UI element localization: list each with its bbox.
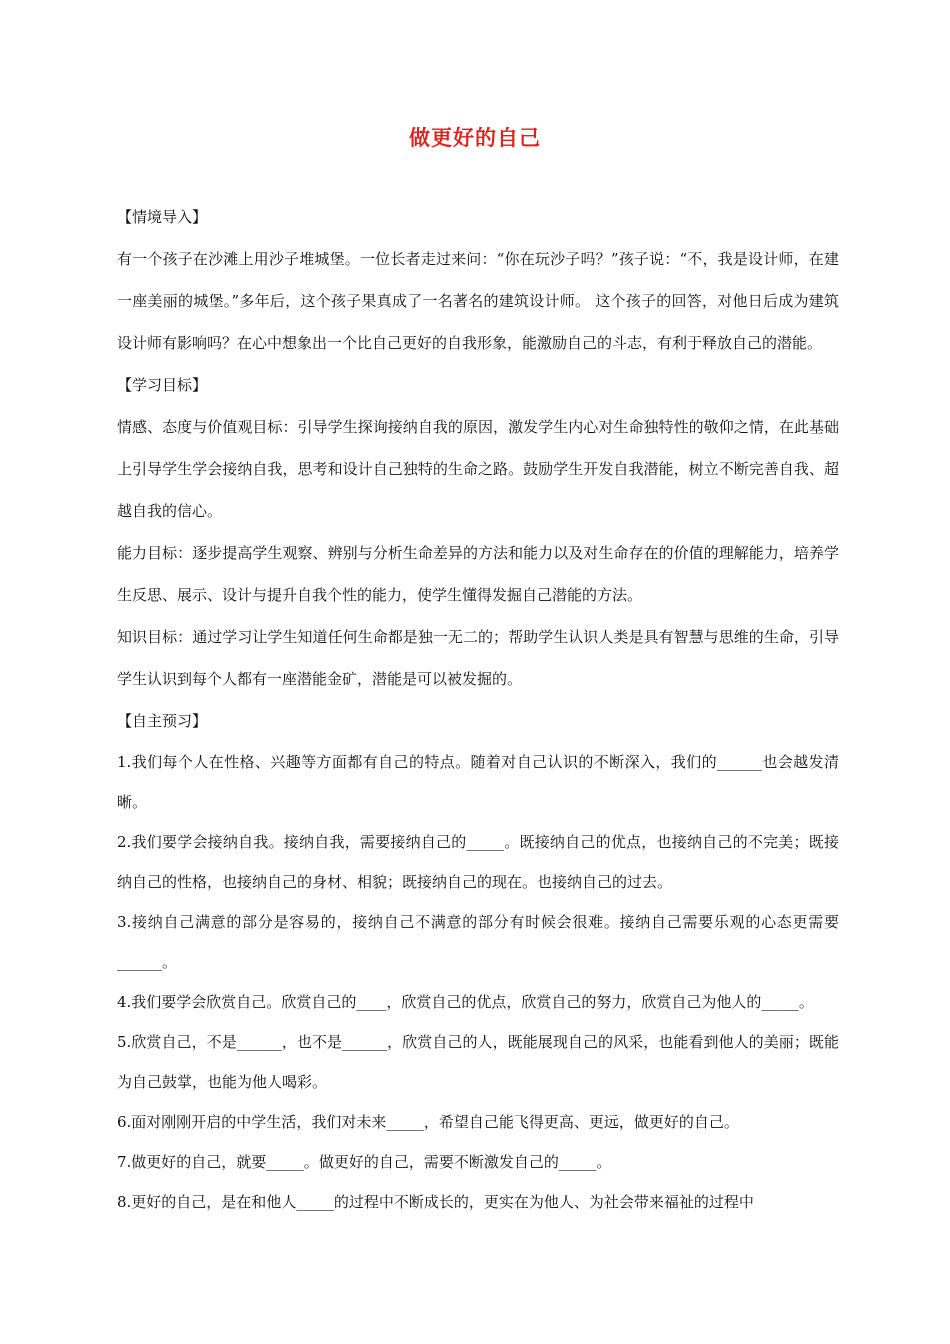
page-title: 做更好的自己 bbox=[409, 126, 541, 150]
preview-question-8: 8.更好的自己，是在和他人_____的过程中不断成长的，更实在为他人、为社会带来福祉的过程中 bbox=[117, 1193, 754, 1211]
document-body bbox=[117, 196, 839, 1222]
preview-question-6: 6.面对刚刚开启的中学生活，我们对未来_____，希望自己能飞得更高、更远，做更好的自己。 bbox=[117, 1113, 739, 1131]
preview-question-7: 7.做更好的自己，就要_____。做更好的自己，需要不断激发自己的_____。 bbox=[117, 1153, 612, 1171]
goal-knowledge-paragraph: 知识目标：通过学习让学生知道任何生命都是独一无二的；帮助学生认识人类是具有智慧与思维的生命，引导学生认识到每个人都有一座潜能金矿，潜能是可以被发掘的。 bbox=[117, 628, 839, 688]
preview-question-5: 5.欣赏自己，不是______，也不是______，欣赏自己的人，既能展现自己的风采，也能看到他人的美丽；既能为自己鼓掌，也能为他人喝彩。 bbox=[117, 1033, 839, 1091]
preview-question-1: 1.我们每个人在性格、兴趣等方面都有自己的特点。随着对自己认识的不断深入，我们的______也会越发清晰。 bbox=[117, 753, 839, 811]
goal-ability-paragraph: 能力目标：逐步提高学生观察、辨别与分析生命差异的方法和能力以及对生命存在的价值的理解能力，培养学生反思、展示、设计与提升自我个性的能力，使学生懂得发掘自己潜能的方法。 bbox=[117, 544, 839, 604]
preview-question-4: 4.我们要学会欣赏自己。欣赏自己的____，欣赏自己的优点，欣赏自己的努力，欣赏自己为他人的_____。 bbox=[117, 993, 814, 1011]
intro-paragraph: 有一个孩子在沙滩上用沙子堆城堡。一位长者走过来问：“你在玩沙子吗？”孩子说：“不，我是设计师，在建一座美丽的城堡。”多年后，这个孩子果真成了一名著名的建筑设计师。 这个孩子的回答，对他日后成为建筑设计师有影响吗？在心中想象出一个比自己更好的自我形象，能激励自己的斗志，有利于释放自己的潜能。 bbox=[117, 250, 839, 352]
preview-question-2: 2.我们要学会接纳自我。接纳自我，需要接纳自己的_____。既接纳自己的优点，也接纳自己的不完美；既接纳自己的性格，也接纳自己的身材、相貌；既接纳自己的现在。也接纳自己的过去。 bbox=[117, 833, 839, 891]
preview-question-3: 3.接纳自己满意的部分是容易的，接纳自己不满意的部分有时候会很难。接纳自己需要乐观的心态更需要______。 bbox=[117, 913, 839, 971]
section-heading-intro: 【情境导入】 bbox=[117, 208, 208, 226]
section-heading-preview: 【自主预习】 bbox=[117, 712, 208, 730]
goal-emotion-paragraph: 情感、态度与价值观目标：引导学生探询接纳自我的原因，激发学生内心对生命独特性的敬仰之情，在此基础上引导学生学会接纳自我，思考和设计自己独特的生命之路。鼓励学生开发自我潜能，树立不断完善自我、超越自我的信心。 bbox=[117, 418, 839, 520]
section-heading-goals: 【学习目标】 bbox=[117, 376, 208, 394]
